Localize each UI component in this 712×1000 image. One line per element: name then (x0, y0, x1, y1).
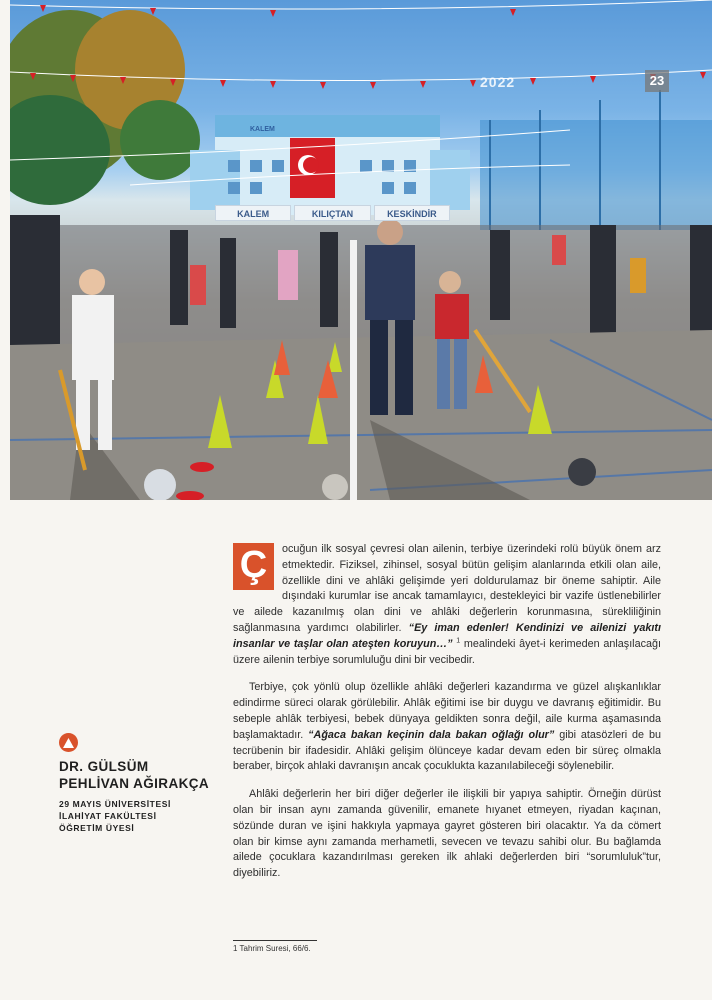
proverb-quote: “Ağaca bakan keçinin dala bakan oğlağı olur” (308, 728, 555, 741)
paragraph-text: ocuğun ilk sosyal çevresi olan ailenin, terbiye üzerindeki rolü büyük önem arz etmektedir. Fiziksel, zihinsel, sosyal bütün gelişim alanlarında etkili olan aile, özellikle dini ve ahlâki gelişimde yeri doldurulamaz bir öneme sahiptir. Aile dışındaki kurumlar ise ancak tamamlayıcı, destekleyici bir vazife üstlenebilirler ve ailede kazanılmış olan dini ve ahlâki değerlerin korunmasına, sürekliliğinin sağlanmasına yardımcı olabilirler. (233, 543, 661, 634)
paragraph (233, 680, 661, 775)
affiliation-line: 29 MAYIS ÜNİVERSİTESİ (59, 799, 171, 809)
paragraph-text: Ahlâki değerlerin her biri diğer değerler ile ilişkili bir yapıya sahiptir. Örneğin dürüst olan bir insan aynı zamanda güvenilir, emanete hıyanet etmeyen, riyadan kaçınan, sözünde duran ve işini hakkıyla yapmaya gayret gösteren biri olacaktır. Ya da cömert olan bir kimse aynı zamanda merhametli, sevecen ve tevazu sahibi olur. Bu bağlamda ailede çocuklara kazandırılması gereken ilk ahlaki değerlerden biri “sorumluluk”tur, diyebiliriz. (233, 788, 661, 880)
affiliation-line: ÖĞRETİM ÜYESİ (59, 823, 135, 833)
paragraph-text: mealindeki âyet-i kerimeden anlaşılacağı üzere ailenin terbiye sorumluluğu dini bir vecibedir. (233, 637, 661, 666)
page-number: 23 (645, 70, 669, 92)
author-name-line: DR. GÜLSÜM (59, 759, 149, 774)
school-sign (215, 205, 450, 221)
playground-illustration (10, 0, 712, 500)
drop-cap: Ç (233, 543, 274, 590)
article-body (233, 542, 661, 894)
author-name-line: PEHLİVAN AĞIRAKÇA (59, 776, 210, 791)
verse-quote: “Ey iman edenler! Kendinizi ve ailenizi yakıtı insanlar ve taşlar olan ateşten koruyun…” (233, 621, 661, 650)
paragraph (233, 787, 661, 882)
issue-year: 2022 (480, 74, 516, 90)
paragraph-text: Terbiye, çok yönlü olup özellikle ahlâki değerleri kazandırma ve güzel alışkanlıklar edindirme süreci olarak görülebilir. Ahlâk eğitimi ise bir duygu ve davranış eğitimidir. Bu sebeple ahlâk terbiyesi, bebek dünyaya geldikten sonra değil, aile kurma aşamasında başlamaktadır. (233, 681, 661, 741)
footnote: 1 Tahrim Suresi, 66/6. (233, 944, 311, 953)
sign-word: KESKİNDİR (374, 205, 450, 221)
paragraph-text: gibi atasözleri de bu tecrübenin bir ifadesidir. Ahlâki gelişim ölünceye kadar devam eden bir süreç olmakla beraber, birçok ahlaki davranışın ancak çocuklukta kazanılabileceği söylenebilir. (233, 728, 661, 773)
triangle-icon (59, 733, 78, 752)
paragraph (233, 542, 661, 668)
sign-word: KILIÇTAN (294, 205, 370, 221)
author-block (59, 733, 229, 834)
footnote-ref[interactable]: 1 (456, 637, 461, 645)
sign-word: KALEM (215, 205, 291, 221)
author-affiliation (59, 798, 229, 834)
school-logo: KALEM (250, 126, 275, 133)
footnote-divider (233, 940, 317, 941)
affiliation-line: İLAHİYAT FAKÜLTESİ (59, 811, 157, 821)
header-photo (10, 0, 712, 500)
author-name (59, 758, 229, 792)
